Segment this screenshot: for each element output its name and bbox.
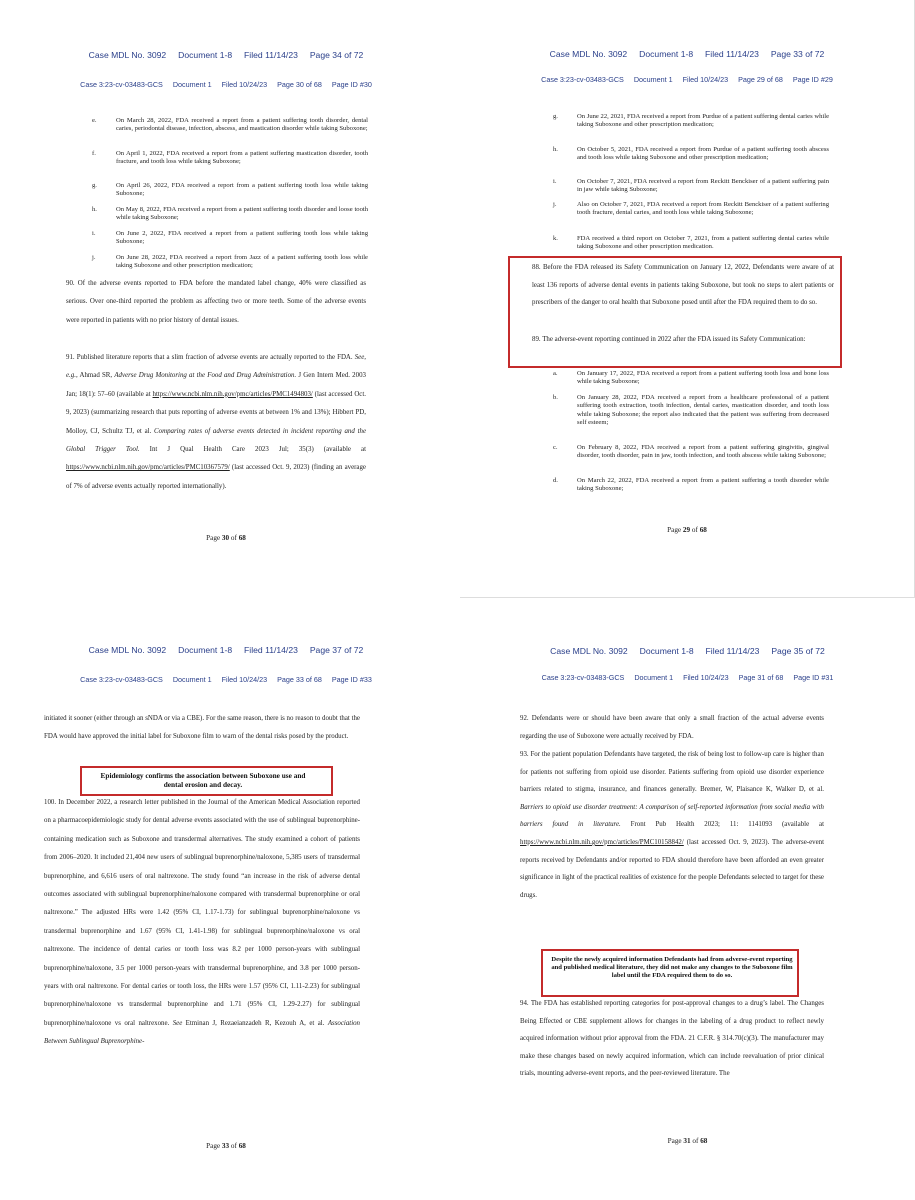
list-item-text: On June 28, 2022, FDA received a report from Jazz of a patient suffering tooth loss while taking Suboxone and other prescription medication;	[116, 254, 368, 270]
list-item	[92, 230, 368, 247]
page-number-current: 29	[682, 526, 691, 534]
list-item-text: On May 8, 2022, FDA received a report from a patient suffering tooth disorder and loose tooth while taking Suboxone;	[116, 206, 368, 222]
section-heading: Epidemiology confirms the association between Suboxone use and dental erosion and decay.	[100, 771, 306, 789]
paragraph-89: 89. The adverse-event reporting continued in 2022 after the FDA issued its Safety Communication:	[532, 336, 806, 343]
citation-title: Barriers to opioid use disorder treatment: A comparison of self-reported information from social media with barriers found in literature.	[520, 803, 824, 829]
page-number-label: Page	[206, 1142, 222, 1150]
list-item-text: On June 2, 2022, FDA received a report from a patient suffering tooth loss while taking Suboxone;	[116, 230, 368, 246]
signal-see-eg: See, e.g.,	[66, 354, 366, 380]
list-item-text: On April 1, 2022, FDA received a report from a patient suffering mastication disorder, tooth fracture, and tooth loss while taking Suboxone;	[116, 150, 368, 166]
page-header-primary: Case MDL No. 3092 Document 1-8 Filed 11/14/23 Page 34 of 72	[88, 50, 364, 60]
citation-link[interactable]: https://www.ncbi.nlm.nih.gov/pmc/articles/PMC1494803/	[152, 390, 313, 398]
page-header-secondary: Case 3:23-cv-03483-GCS Document 1 Filed 10/24/23 Page 31 of 68 Page ID #31	[541, 673, 834, 682]
paragraph-93	[520, 746, 824, 904]
list-item-text: On March 28, 2022, FDA received a report from a patient suffering tooth disorder, dental caries, periodontal disease, infection, abscess, and mastication disorder while taking Suboxone;	[116, 117, 368, 133]
list-item-letter: a.	[553, 370, 558, 377]
list-item	[92, 117, 368, 134]
list-item-letter: j.	[92, 254, 96, 261]
page-number-current: 31	[683, 1137, 691, 1145]
paragraph-text: 91. Published literature reports that a slim fraction of adverse events are actually reported to the FDA.	[66, 354, 355, 361]
paragraph-text: (last accessed Oct. 9, 2023). The adverse-event reports received by Defendants and/or reported to FDA should therefore have been afforded an even greater significance in light of the practical realities of existence for the people Defendants selected to target for these drugs.	[520, 838, 824, 899]
list-item-text: On January 28, 2022, FDA received a report from a healthcare professional of a patient suffering tooth extraction, tooth infection, dental caries, mastication disorder, and tooth loss while taking Suboxone; the report also indicated that the patient was suffering from decreased self esteem;	[577, 394, 829, 426]
list-item	[553, 394, 829, 427]
citation-title: Adverse Drug Monitoring at the Food and Drug Administration.	[114, 372, 297, 380]
page-number-total: 68	[238, 1142, 246, 1150]
page-number-label: Page	[667, 1137, 684, 1145]
list-item-text: Also on October 7, 2021, FDA received a report from Reckitt Benckiser of a patient suffering tooth fracture, dental caries, and tooth loss while taking Suboxone;	[577, 201, 829, 217]
paragraph-continued: initiated it sooner (either through an sNDA or via a CBE). For the same reason, there is no reason to doubt that the FDA would have approved the initial label for Suboxone film to warn of the dental risks posed by the product.	[44, 715, 360, 741]
paragraph-text: Ahmad SR,	[77, 372, 115, 380]
list-item-letter: e.	[92, 117, 97, 124]
page-number	[0, 534, 452, 542]
paragraph-text: Int J Qual Health Care 2023 Jul; 35(3) (available at	[139, 446, 366, 454]
list-item-letter: i.	[92, 230, 96, 237]
list-item-text: On October 7, 2021, FDA received a report from Reckitt Benckiser of a patient suffering pain in jaw while taking Suboxone;	[577, 178, 829, 194]
list-item	[92, 150, 368, 167]
page-number-label: of	[690, 526, 700, 534]
list-item-letter: j.	[553, 201, 557, 208]
highlight-box	[508, 256, 842, 368]
paragraph-90: 90. Of the adverse events reported to FDA before the mandated label change, 40% were classified as serious. Over one-third reported the problem as affecting two or more teeth. Some of the adverse events were reported in patients with no prior history of dental issues.	[66, 280, 366, 324]
paragraph-text: (last accessed Oct. 9, 2023) (summarizing research that puts reporting of adverse events at between 1% and 13%); Hibbert PD, Molloy, CJ, Schultz TJ, et al.	[66, 390, 366, 435]
paragraph-text: Front Pub Health 2023; 11: 1141093 (available at	[620, 821, 825, 829]
list-item-text: On February 8, 2022, FDA received a report from a patient suffering gingivitis, gingival disorder, tooth disorder, pain in jaw, tooth infection, and tooth abscess while taking Suboxone;	[577, 444, 829, 460]
page-number-label: of	[229, 1142, 239, 1150]
page-number-current: 33	[221, 1142, 230, 1150]
page-header-secondary: Case 3:23-cv-03483-GCS Document 1 Filed 10/24/23 Page 29 of 68 Page ID #29	[541, 75, 833, 84]
list-item	[92, 254, 368, 271]
document-page-31	[460, 612, 915, 1200]
paragraph-text: (last accessed Oct. 9, 2023) (finding an average of 7% of adverse events actually reported internationally).	[66, 464, 366, 490]
list-item-text: On January 17, 2022, FDA received a report from a patient suffering tooth loss and bone loss while taking Suboxone;	[577, 370, 829, 386]
citation-title: Association Between Sublingual Buprenorphine-	[44, 1019, 360, 1046]
paragraph-92: 92. Defendants were or should have been aware that only a small fraction of the actual adverse events regarding the use of Suboxone were actually received by FDA.	[520, 715, 824, 740]
list-item	[92, 206, 368, 223]
signal-see: See	[172, 1019, 183, 1027]
citation-link[interactable]: https://www.ncbi.nlm.nih.gov/pmc/articles/PMC10158842/	[520, 838, 684, 846]
document-page-30	[0, 0, 452, 590]
list-item-letter: g.	[553, 113, 558, 120]
page-header-secondary: Case 3:23-cv-03483-GCS Document 1 Filed 10/24/23 Page 30 of 68 Page ID #30	[80, 80, 372, 89]
list-item-text: On October 5, 2021, FDA received a report from Purdue of a patient suffering tooth abscess and tooth loss while taking Suboxone and other prescription medication;	[577, 146, 829, 162]
page-header-primary: Case MDL No. 3092 Document 1-8 Filed 11/14/23 Page 35 of 72	[550, 646, 825, 656]
list-item-letter: d.	[553, 477, 558, 484]
list-item	[553, 477, 829, 494]
list-item-text: On June 22, 2021, FDA received a report from Purdue of a patient suffering dental caries while taking Suboxone and other prescription medication;	[577, 113, 829, 129]
paragraph-text: 93. For the patient population Defendants have targeted, the risk of being lost to follow-up care is higher than for patients not suffering from opioid use disorder. Patients suffering from opioid use disorder experience barriers related to stigma, insurance, and finances generally. Bremer, W, Plaisance K, Walker D, et al.	[520, 751, 824, 794]
list-item-letter: i.	[553, 178, 557, 185]
list-item-letter: f.	[92, 150, 96, 157]
page-number-current: 30	[221, 534, 230, 542]
list-item	[553, 444, 829, 461]
page-number-label: Page	[206, 534, 222, 542]
document-page-33	[0, 612, 452, 1200]
highlight-box	[80, 766, 333, 796]
list-item	[553, 235, 829, 252]
paragraph-text: J Gen Intern Med. 2003 Jan; 18(1): 57–60 (available at	[66, 372, 366, 398]
list-item	[553, 370, 829, 387]
paragraph-100	[44, 794, 360, 1052]
paragraph-88: 88. Before the FDA released its Safety Communication on January 12, 2022, Defendants were aware of at least 136 reports of adverse dental events in patients taking Suboxone, but took no steps to alert patients or prescribers of the danger to oral health that Suboxone posed until after the FDA required them to do so.	[532, 264, 834, 307]
list-item	[553, 178, 829, 195]
citation-title: Comparing rates of adverse events detected in incident reporting and the Global Trigger Tool.	[66, 427, 367, 454]
page-number	[460, 526, 914, 534]
document-page-29	[460, 0, 915, 598]
page-number-total: 68	[699, 526, 707, 534]
citation-link[interactable]: https://www.ncbi.nlm.nih.gov/pmc/articles/PMC10367579/	[66, 464, 230, 472]
list-item-text: On March 22, 2022, FDA received a report from a patient suffering a tooth disorder while taking Suboxone;	[577, 477, 829, 493]
list-item	[553, 113, 829, 130]
page-number-total: 68	[700, 1137, 708, 1145]
list-item	[92, 182, 368, 199]
page-header-primary: Case MDL No. 3092 Document 1-8 Filed 11/14/23 Page 37 of 72	[88, 645, 364, 655]
page-header-primary: Case MDL No. 3092 Document 1-8 Filed 11/14/23 Page 33 of 72	[549, 49, 825, 59]
page-number-label: of	[229, 534, 239, 542]
paragraph-91	[66, 349, 366, 496]
list-item-letter: k.	[553, 235, 558, 242]
list-item	[553, 146, 829, 163]
page-number-total: 68	[238, 534, 246, 542]
list-item-text: On April 26, 2022, FDA received a report from a patient suffering tooth loss while taking Suboxone;	[116, 182, 368, 198]
paragraph-text: Etminan J, Rezaeianzadeh R, Kezouh A, et al.	[182, 1019, 328, 1027]
paragraph-94: 94. The FDA has established reporting categories for post-approval changes to a drug’s label. The Changes Being Effected or CBE supplement allows for changes in the labeling of a drug product to reflect newly acquired information without prior approval from the FDA. 21 C.F.R. § 314.70(c)(3). The manufacturer may make these changes based on newly acquired information, which can include reevaluation of prior clinical trials, mounting adverse-event reports, and the peer-reviewed literature. The	[520, 1000, 824, 1078]
section-heading: Despite the newly acquired information Defendants had from adverse-event reporting and published medical literature, they did not make any changes to the Suboxone film label until the FDA required them to do so.	[551, 956, 793, 980]
page-number	[0, 1142, 452, 1150]
list-item-text: FDA received a third report on October 7, 2021, from a patient suffering dental caries while taking Suboxone and other prescription medication.	[577, 235, 829, 251]
paragraph-text: 100. In December 2022, a research letter published in the Journal of the American Medical Association reported on a pharmacoepidemiologic study for dental adverse events associated with the use of sublingual buprenorphine-containing medication such as Suboxone and transdermal alternatives. The study examined a cohort of patients from 2006–2020. It included 21,404 new users of sublingual buprenorphine/naloxone, 5,385 users of transdermal buprenorphine, and 6,616 users of oral naltrexone. The study found “an increase in the risk of adverse dental outcomes associated with sublingual buprenorphine/naloxone compared with transdermal buprenorphine or oral naltrexone.” The adjusted HRs were 1.42 (95% CI, 1.17-1.73) for sublingual buprenorphine/naloxone vs transdermal buprenorphine and 1.67 (95% CI, 1.41-1.98) for sublingual buprenorphine/naloxone vs oral naltrexone. The incidence of dental caries or tooth loss was 8.2 per 1000 person-years with sublingual buprenorphine/naloxone, 3.5 per 1000 person-years with transdermal buprenorphine, and 3.8 per 1000 person-years with oral naltrexone. For dental caries or tooth loss, the HRs were 1.57 (95% CI, 1.11-2.23) for sublingual buprenorphine/naloxone vs transdermal buprenorphine and 1.71 (95% CI, 1.29-2.27) for sublingual buprenorphine/naloxone vs oral naltrexone.	[44, 799, 360, 1027]
page-header-secondary: Case 3:23-cv-03483-GCS Document 1 Filed 10/24/23 Page 33 of 68 Page ID #33	[80, 675, 372, 684]
page-number-label: of	[690, 1137, 701, 1145]
page-number	[460, 1137, 915, 1145]
list-item-letter: h.	[92, 206, 97, 213]
list-item-letter: c.	[553, 444, 558, 451]
list-item-letter: h.	[553, 146, 558, 153]
list-item	[553, 201, 829, 218]
list-item-letter: b.	[553, 394, 558, 401]
list-item-letter: g.	[92, 182, 97, 189]
page-number-label: Page	[667, 526, 683, 534]
highlight-box	[541, 949, 799, 997]
